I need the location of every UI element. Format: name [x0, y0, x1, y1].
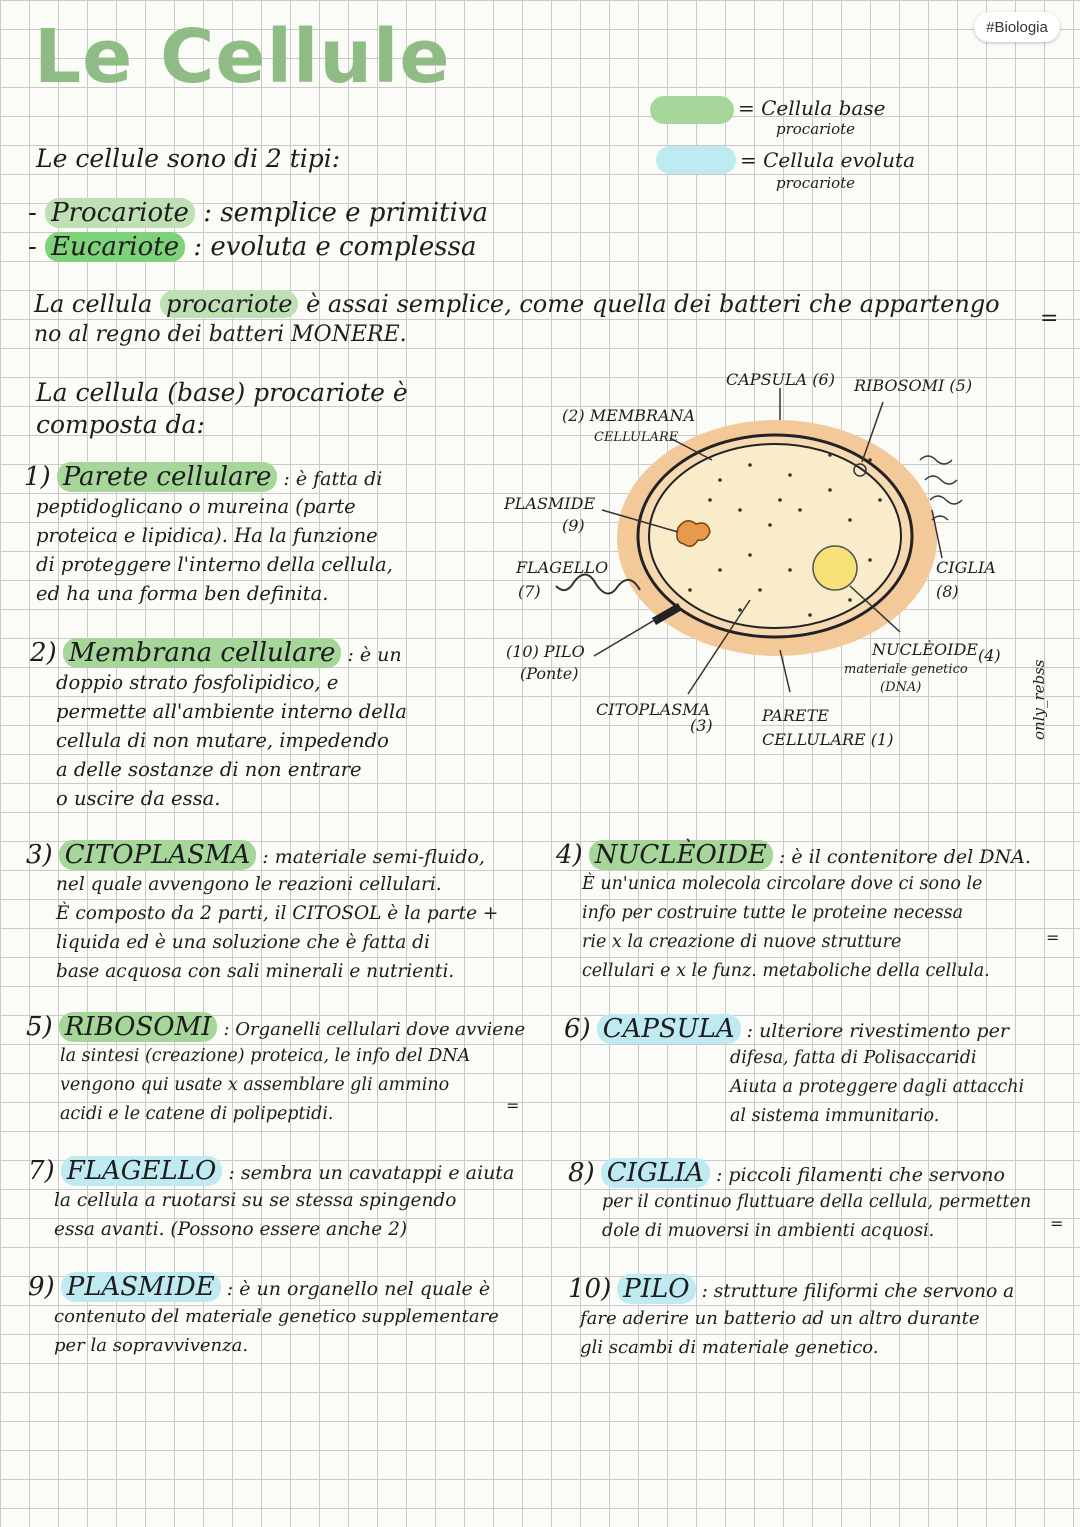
- composed-line-2: composta da:: [36, 410, 205, 439]
- section-citoplasma: [26, 840, 536, 986]
- type-desc: : evoluta e complessa: [193, 232, 477, 262]
- section-capsula: [564, 1014, 1064, 1131]
- label-membrana: (2) MEMBRANA: [562, 406, 696, 425]
- intro-text: Le cellule sono di 2 tipi:: [36, 144, 341, 173]
- section-plasmide: [28, 1272, 548, 1360]
- type-eucariote: [28, 232, 476, 262]
- section-line: per la sopravvivenza.: [54, 1335, 249, 1356]
- label-materiale: materiale genetico: [844, 662, 968, 677]
- section-number: 6): [564, 1014, 591, 1044]
- label-plasmide: PLASMIDE: [504, 494, 596, 513]
- label-plasmide-n: (9): [562, 516, 585, 535]
- section-title: NUCLÈOIDE: [589, 840, 773, 870]
- section-line: cellula di non mutare, impedendo: [56, 729, 389, 752]
- legend-swatch-blue: [656, 146, 736, 174]
- watermark: only_rebss: [1030, 659, 1048, 740]
- section-flagello: [28, 1156, 548, 1244]
- section-title: Parete cellulare: [57, 462, 278, 492]
- section-ciglia: [568, 1158, 1068, 1246]
- section-title: CAPSULA: [597, 1014, 741, 1044]
- label-pilo: (10) PILO: [506, 642, 585, 661]
- type-desc: : semplice e primitiva: [203, 198, 489, 228]
- section-line: : è un: [347, 644, 402, 666]
- section-number: 2): [30, 638, 57, 668]
- section-line: acidi e le catene di polipeptidi.: [60, 1104, 334, 1124]
- section-line: la sintesi (creazione) proteica, le info del DNA: [60, 1046, 471, 1066]
- section-number: 5): [26, 1012, 53, 1042]
- section-line: ed ha una forma ben definita.: [36, 582, 329, 605]
- section-line: : strutture filiformi che servono a: [701, 1281, 1015, 1302]
- composed-line-1: La cellula (base) procariote è: [36, 378, 408, 407]
- paragraph-highlight: procariote: [160, 290, 298, 318]
- section-title: PLASMIDE: [61, 1272, 221, 1302]
- paragraph-rest: è assai semplice, come quella dei batteri che appartengo: [306, 290, 1000, 318]
- nucleoide-shape: [813, 546, 857, 590]
- section-parete: [24, 462, 494, 608]
- section-title: FLAGELLO: [61, 1156, 223, 1186]
- section-line: contenuto del materiale genetico supplementare: [54, 1306, 499, 1327]
- section-title: Membrana cellulare: [63, 638, 342, 668]
- label-dna: (DNA): [880, 680, 922, 695]
- section-end-mark: =: [506, 1096, 520, 1115]
- paragraph-pre: La cellula: [34, 290, 153, 318]
- section-line: a delle sostanze di non entrare: [56, 758, 362, 781]
- label-pilo-2: (Ponte): [520, 664, 579, 683]
- section-line: difesa, fatta di Polisaccaridi: [730, 1048, 977, 1068]
- section-line: : ulteriore rivestimento per: [746, 1020, 1009, 1042]
- topic-tag: #Biologia: [974, 12, 1060, 42]
- paragraph-line-1: [34, 290, 1000, 318]
- section-nucleoide: [556, 840, 1066, 986]
- section-line: la cellula a ruotarsi su se stessa spingendo: [54, 1190, 457, 1211]
- section-line: : è fatta di: [283, 468, 383, 490]
- label-membrana-2: CELLULARE: [594, 430, 679, 445]
- legend-label-base: = Cellula base: [738, 96, 886, 120]
- cell-diagram: [490, 360, 1050, 760]
- type-bullet: -: [28, 232, 46, 262]
- section-line: dole di muoversi in ambienti acquosi.: [602, 1221, 935, 1241]
- section-ribosomi: [26, 1012, 536, 1129]
- section-title: PILO: [617, 1274, 695, 1304]
- section-line: : è il contenitore del DNA.: [778, 846, 1031, 868]
- section-number: 8): [568, 1158, 595, 1188]
- section-line: base acquosa con sali minerali e nutrienti.: [56, 961, 455, 982]
- paragraph-line-end: =: [1040, 306, 1059, 331]
- section-line: liquida ed è una soluzione che è fatta di: [56, 932, 430, 953]
- section-line: cellulari e x le funz. metaboliche della cellula.: [582, 961, 990, 981]
- section-number: 9): [28, 1272, 55, 1302]
- section-end-mark: =: [1046, 928, 1060, 947]
- type-bullet: -: [28, 198, 46, 228]
- section-line: info per costruire tutte le proteine necessa: [582, 903, 964, 923]
- label-nucleoide-n: (4): [978, 646, 1001, 665]
- section-line: di proteggere l'interno della cellula,: [36, 553, 393, 576]
- section-line: fare aderire un batterio ad un altro durante: [580, 1308, 980, 1329]
- section-line: Aiuta a proteggere dagli attacchi: [730, 1077, 1025, 1097]
- section-line: doppio strato fosfolipidico, e: [56, 671, 339, 694]
- label-ribosomi: RIBOSOMI (5): [854, 376, 973, 395]
- label-parete-2: CELLULARE (1): [762, 730, 894, 749]
- legend-sub-evoluta: procariote: [776, 174, 856, 192]
- section-line: peptidoglicano o mureina (parte: [36, 495, 356, 518]
- label-flagello: FLAGELLO: [516, 558, 609, 577]
- section-line: vengono qui usate x assemblare gli ammino: [60, 1075, 450, 1095]
- type-procariote: [28, 198, 488, 228]
- section-number: 3): [26, 840, 53, 870]
- label-ciglia: CIGLIA: [936, 558, 996, 577]
- section-title: CITOPLASMA: [59, 840, 257, 870]
- section-number: 4): [556, 840, 583, 870]
- label-ciglia-n: (8): [936, 582, 959, 601]
- section-line: : sembra un cavatappi e aiuta: [228, 1162, 515, 1184]
- label-parete: PARETE: [762, 706, 829, 725]
- section-line: rie x la creazione di nuove strutture: [582, 932, 902, 952]
- section-line: gli scambi di materiale genetico.: [580, 1337, 879, 1358]
- section-line: È un'unica molecola circolare dove ci sono le: [582, 874, 983, 894]
- section-line: essa avanti. (Possono essere anche 2): [54, 1219, 408, 1240]
- section-number: 10): [568, 1274, 612, 1304]
- section-line: È composto da 2 parti, il CITOSOL è la parte +: [56, 903, 499, 924]
- section-line: : Organelli cellulari dove avviene: [223, 1019, 526, 1040]
- section-line: : piccoli filamenti che servono: [715, 1164, 1005, 1186]
- label-nucleoide: NUCLÈOIDE: [872, 640, 978, 659]
- section-title: RIBOSOMI: [59, 1012, 218, 1042]
- section-line: permette all'ambiente interno della: [56, 700, 407, 723]
- type-name: Eucariote: [45, 232, 185, 262]
- section-line: : materiale semi-fluido,: [262, 846, 485, 868]
- section-line: al sistema immunitario.: [730, 1106, 940, 1126]
- type-name: Procariote: [45, 198, 195, 228]
- section-pilo: [568, 1274, 1068, 1362]
- section-number: 7): [28, 1156, 55, 1186]
- label-citoplasma: CITOPLASMA: [596, 700, 711, 719]
- section-line: nel quale avvengono le reazioni cellulari.: [56, 874, 442, 895]
- label-citoplasma-n: (3): [690, 716, 713, 735]
- section-line: proteica e lipidica). Ha la funzione: [36, 524, 378, 547]
- section-line: o uscire da essa.: [56, 787, 221, 810]
- section-line: per il continuo fluttuare della cellula, permetten: [602, 1192, 1032, 1212]
- section-membrana: [30, 638, 500, 813]
- legend-label-evoluta: = Cellula evoluta: [740, 148, 916, 172]
- section-line: : è un organello nel quale è: [226, 1278, 491, 1300]
- label-flagello-n: (7): [518, 582, 541, 601]
- page-title: Le Cellule: [34, 14, 451, 100]
- section-end-mark: =: [1050, 1214, 1064, 1233]
- paragraph-line-2: no al regno dei batteri MONERE.: [34, 322, 407, 347]
- label-capsula: CAPSULA (6): [726, 370, 835, 389]
- section-number: 1): [24, 462, 51, 492]
- legend-swatch-green: [650, 96, 734, 124]
- legend-sub-base: procariote: [776, 120, 856, 138]
- section-title: CIGLIA: [601, 1158, 710, 1188]
